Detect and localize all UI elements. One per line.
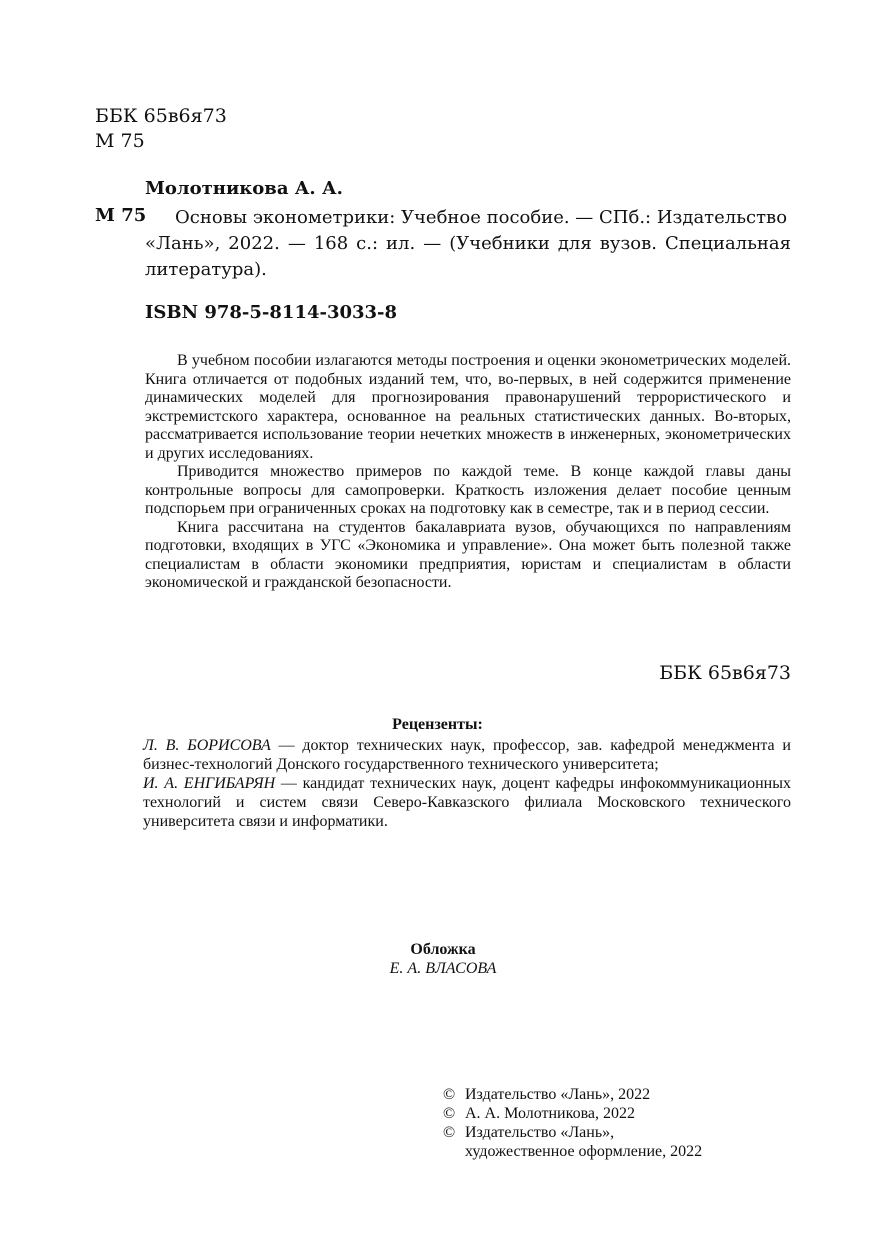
abstract-paragraph: Приводится множество примеров по каждой теме. В конце каждой главы даны контрольные вопросы для самопроверки. Краткость изложения делает пособие ценным подспорьем при ограниченных сроках на подготовку как в семестре, так и в период сессии. [145, 463, 791, 517]
abstract-paragraph: Книга рассчитана на студентов бакалавриата вузов, обучающихся по направлениям подготовки, входящих в УГС «Экономика и управление». Она может быть полезной также специалистам в области экономики предприятия, юристам и специалистам в области экономической и гражданской безопасности. [145, 518, 791, 591]
copyright-line [443, 1123, 702, 1142]
copyright-icon: © [443, 1086, 456, 1103]
entry-mark: М 75 [95, 205, 147, 226]
bbk-code: ББК 65в6я73 [95, 105, 227, 127]
entry-publication-info: «Лань», 2022. — 168 с.: ил. — (Учебники для вузов. Специальная литература). [145, 233, 791, 280]
copyright-icon: © [443, 1124, 456, 1141]
reviewers-title: Рецензенты: [392, 716, 483, 733]
copyright-text: Издательство «Лань», 2022 [465, 1086, 651, 1103]
copyright-text: А. А. Молотникова, 2022 [465, 1105, 636, 1122]
reviewer-name: И. А. ЕНГИБАРЯН [143, 775, 276, 792]
entry-title-line: Основы эконометрики: Учебное пособие. — СПб.: Издательство [175, 207, 788, 228]
cover-designer: Е. А. ВЛАСОВА [389, 960, 497, 977]
cover-credit [0, 940, 875, 978]
copyright-icon: © [443, 1105, 456, 1122]
bbk-header [95, 104, 227, 154]
isbn: ISBN 978-5-8114-3033-8 [145, 302, 398, 323]
reviewer-description: — доктор технических наук, профессор, зав. кафедрой менеджмента и бизнес-технологий Донского государственного технического университета; [143, 737, 791, 773]
entry-author: Молотникова А. А. [145, 178, 343, 199]
copyright-line [443, 1104, 702, 1123]
reviewer-name: Л. В. БОРИСОВА [143, 737, 271, 754]
reviewers-list [143, 736, 791, 831]
copyright-continuation: художественное оформление, 2022 [465, 1143, 703, 1160]
catalog-entry [145, 205, 791, 283]
reviewer-item [143, 774, 791, 831]
abstract-paragraph: В учебном пособии излагаются методы построения и оценки эконометрических моделей. Книга отличается от подобных изданий тем, что, во-первых, в ней содержится применение динамических моделей для прогнозирования правонарушений террористического и экстремистского характера, основанное на реальных статистических данных. Во-вторых, рассматривается использование теории нечетких множеств в инженерных, эконометрических и других исследованиях. [145, 352, 791, 462]
copyright-block [443, 1085, 702, 1161]
cover-title: Обложка [410, 941, 476, 958]
copyright-text: Издательство «Лань», [465, 1124, 615, 1141]
author-mark: М 75 [95, 130, 145, 152]
copyright-line [443, 1085, 702, 1104]
reviewer-item [143, 736, 791, 774]
bbk-code-right: ББК 65в6я73 [659, 662, 791, 684]
abstract [145, 352, 791, 593]
reviewer-description: — кандидат технических наук, доцент кафедры инфокоммуникационных технологий и систем связи Северо-Кавказского филиала Московского технического университета связи и информатики. [143, 775, 791, 830]
